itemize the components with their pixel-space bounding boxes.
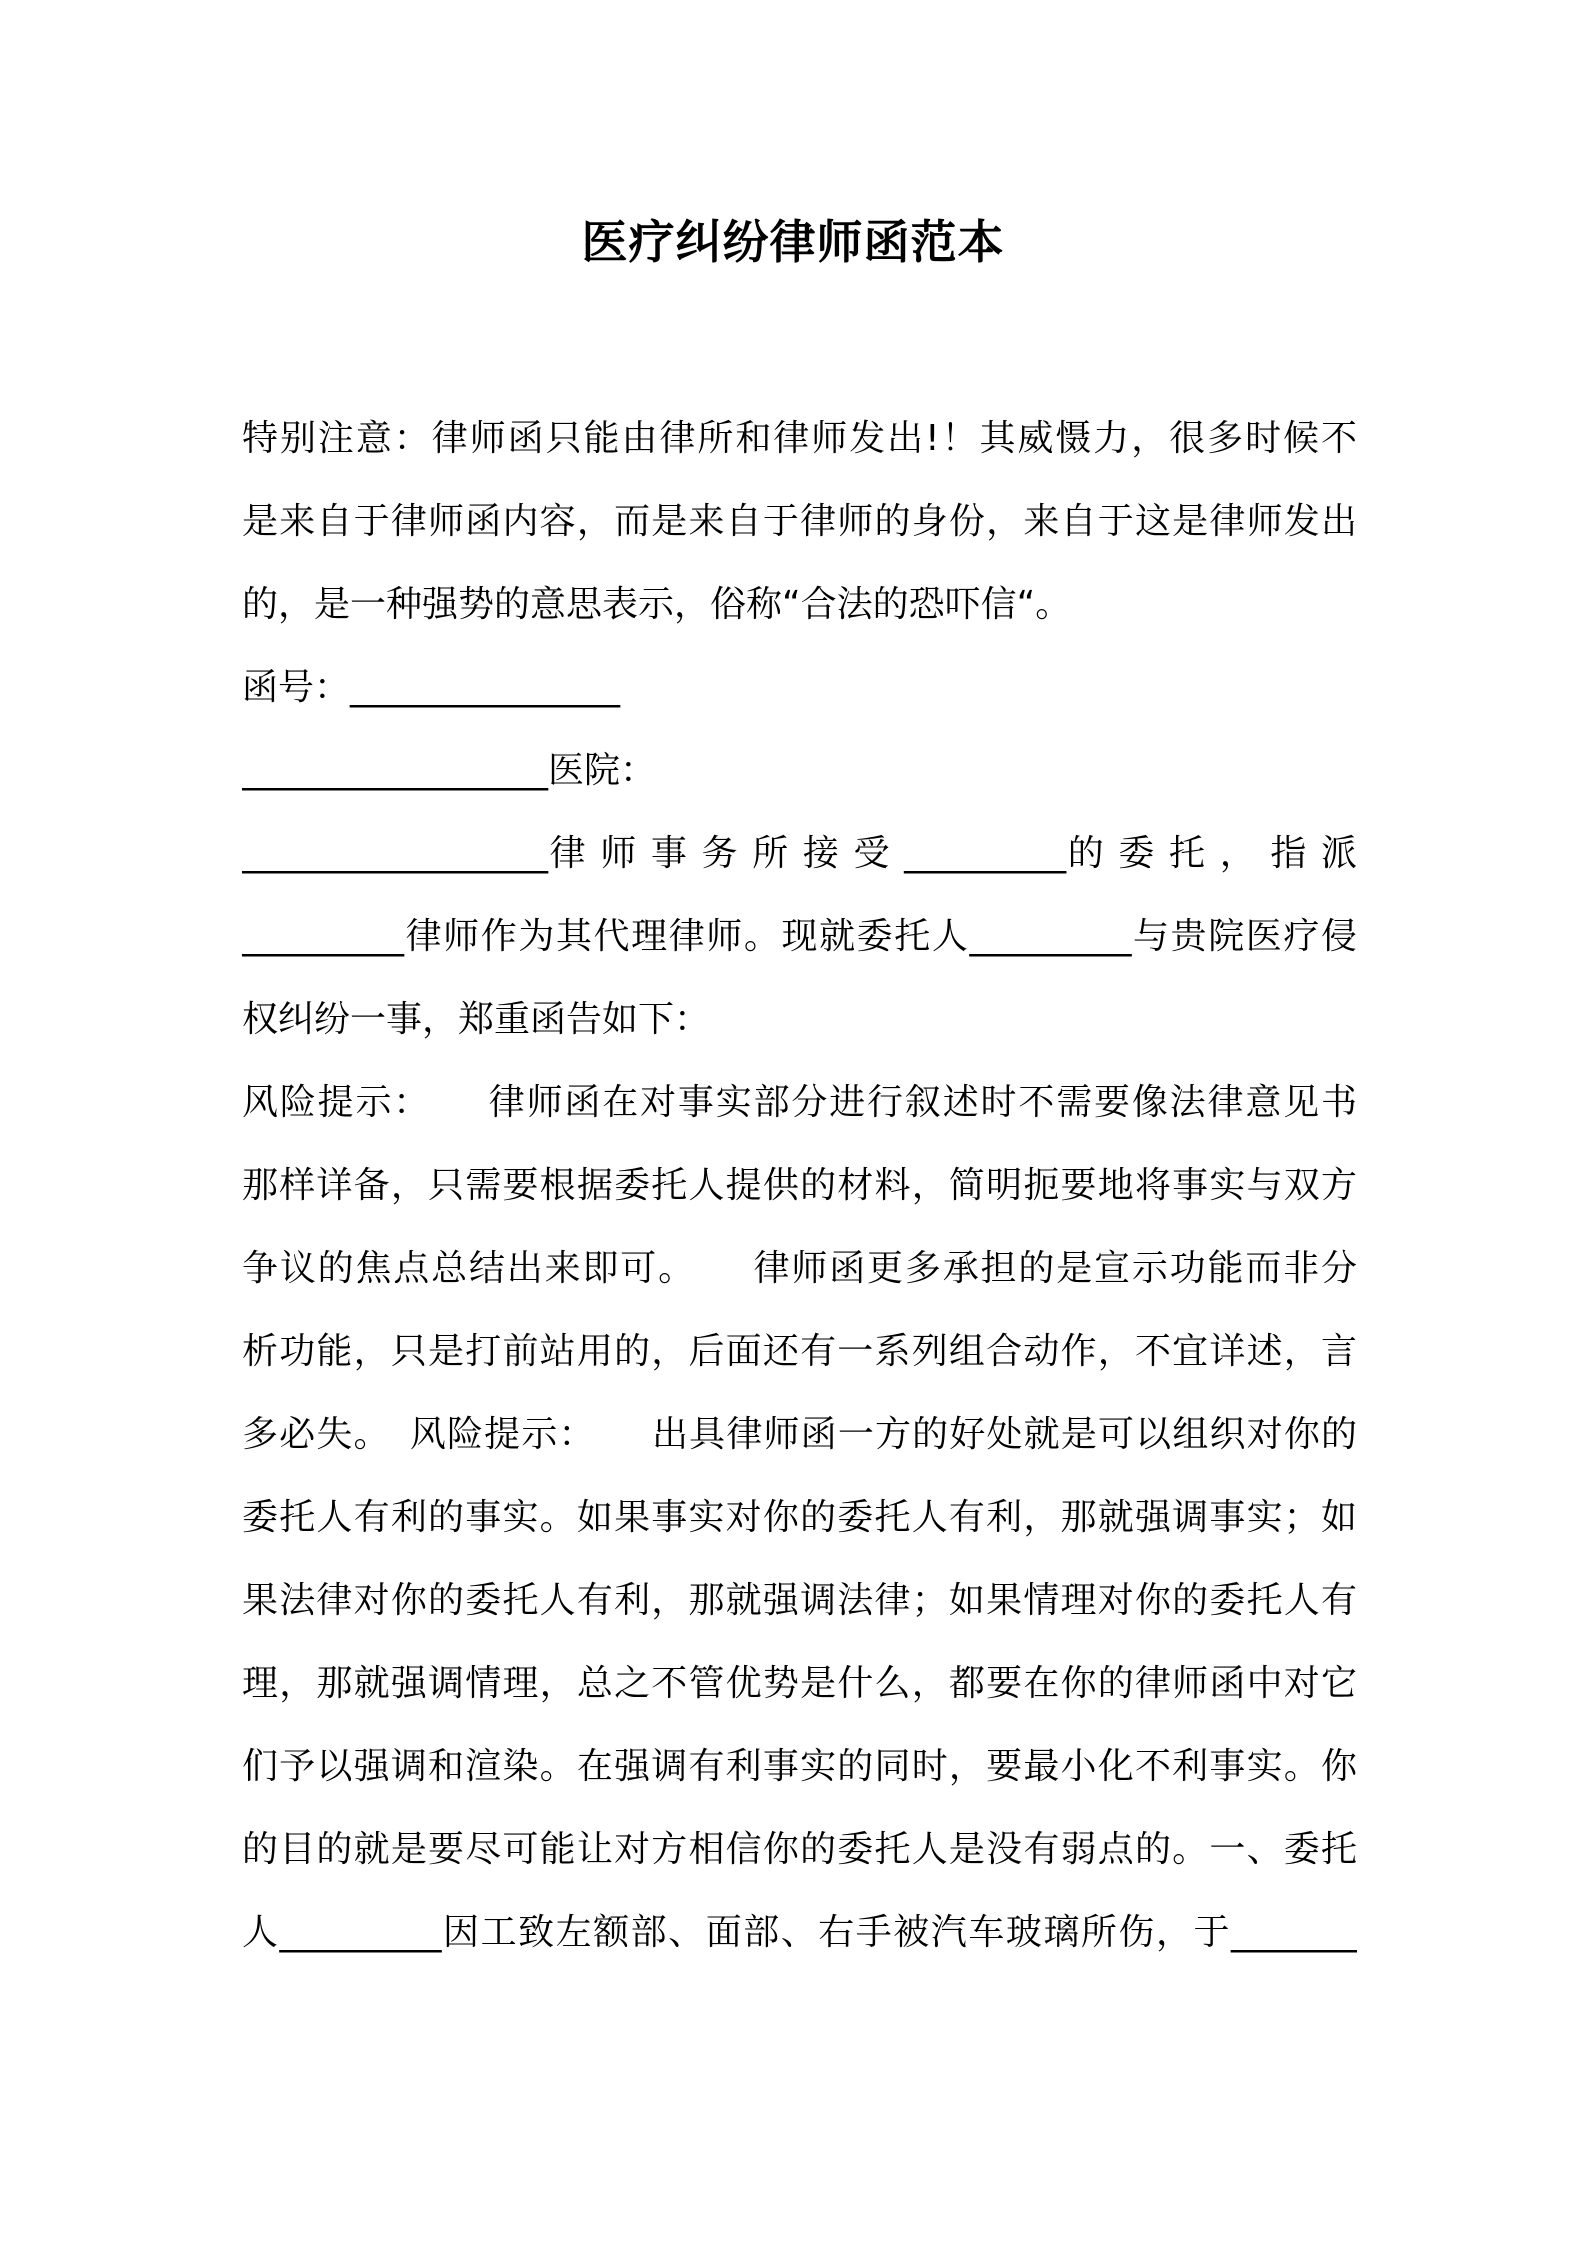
- paragraph-line: 那样详备，只需要根据委托人提供的材料，简明扼要地将事实与双方: [242, 1165, 1357, 1206]
- paragraph-line: 果法律对你的委托人有利，那就强调法律；如果情理对你的委托人有: [242, 1580, 1357, 1621]
- paragraph-line: 的目的就是要尽可能让对方相信你的委托人是没有弱点的。一、委托: [242, 1829, 1357, 1870]
- paragraph-line: 理，那就强调情理，总之不管优势是什么，都要在你的律师函中对它: [242, 1663, 1357, 1704]
- paragraph-line: 权纠纷一事，郑重函告如下：: [242, 999, 711, 1040]
- letter-number-field: 函号：_______________: [242, 667, 621, 708]
- paragraph-line: 委托人有利的事实。如果事实对你的委托人有利，那就强调事实；如: [242, 1497, 1357, 1538]
- paragraph-line: 多必失。 风险提示： 出具律师函一方的好处就是可以组织对你的: [242, 1414, 1357, 1455]
- document-title: 医疗纠纷律师函范本: [581, 215, 1005, 269]
- paragraph-line: _________________律 师 事 务 所 接 受 _________的 委 托 ， 指 派: [242, 833, 1357, 874]
- paragraph-line: 争议的焦点总结出来即可。 律师函更多承担的是宣示功能而非分: [242, 1248, 1357, 1289]
- paragraph-line: 特别注意：律师函只能由律所和律师发出!！其威慑力，很多时候不: [242, 418, 1357, 459]
- paragraph-line: _________律师作为其代理律师。现就委托人_________与贵院医疗侵: [242, 916, 1357, 957]
- paragraph-line: 风险提示： 律师函在对事实部分进行叙述时不需要像法律意见书: [242, 1082, 1357, 1123]
- paragraph-line: 是来自于律师函内容，而是来自于律师的身份，来自于这是律师发出: [242, 501, 1357, 542]
- paragraph-line: 们予以强调和渲染。在强调有利事实的同时，要最小化不利事实。你: [242, 1746, 1357, 1787]
- paragraph-line: 人_________因工致左额部、面部、右手被汽车玻璃所伤，于_______: [242, 1912, 1357, 1953]
- paragraph-line: 析功能，只是打前站用的，后面还有一系列组合动作，不宜详述，言: [242, 1331, 1357, 1372]
- hospital-field: _________________医院：: [242, 750, 657, 791]
- paragraph-line: 的，是一种强势的意思表示，俗称“合法的恐吓信“。: [242, 584, 1072, 625]
